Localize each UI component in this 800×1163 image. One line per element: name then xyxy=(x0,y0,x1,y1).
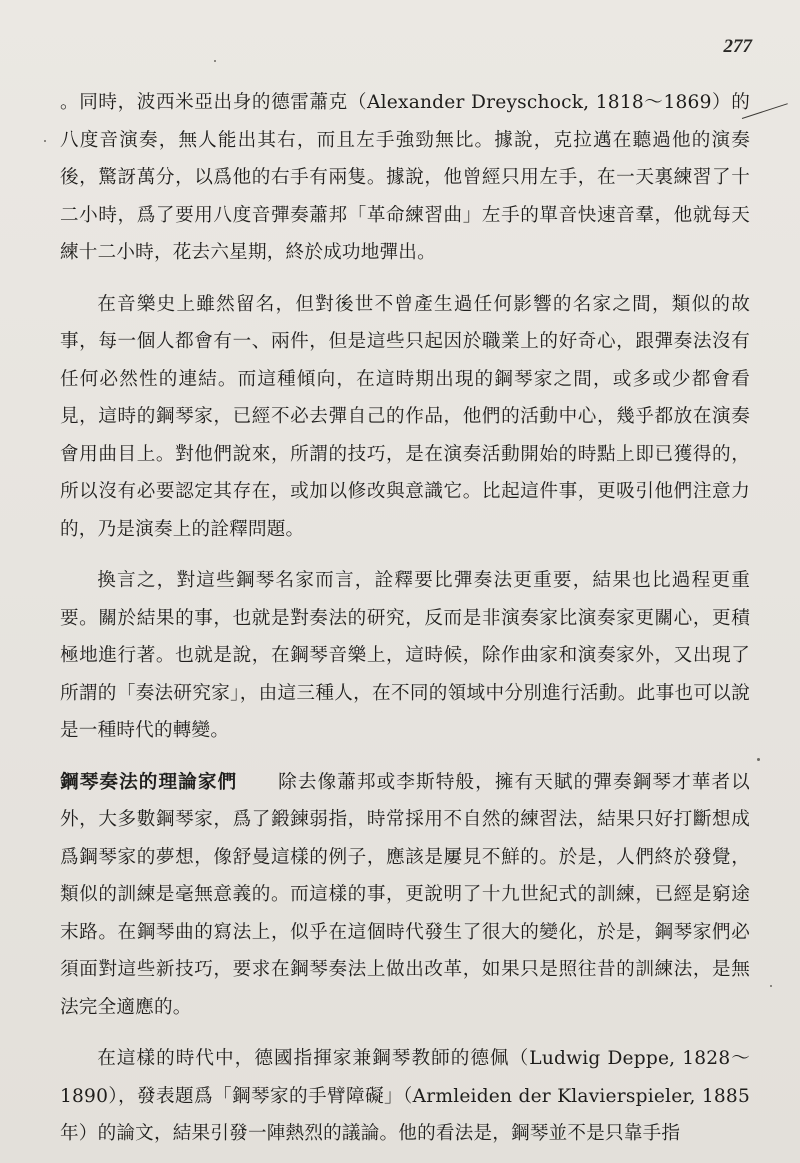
scan-speck xyxy=(770,985,772,987)
paragraph-interpretation: 換言之，對這些鋼琴名家而言，詮釋要比彈奏法更重要，結果也比過程更重要。關於結果的事，也就是對奏法的研究，反而是非演奏家比演奏家更關心，更積極地進行著。也就是說，在鋼琴音樂上，這時候，除作曲家和演奏家外，又出現了所謂的「奏法研究家」，由這三種人，在不同的領域中分別進行活動。此事也可以說是一種時代的轉變。 xyxy=(60,570,750,741)
section-heading: 鋼琴奏法的理論家們 xyxy=(60,771,238,793)
page-number: 277 xyxy=(723,36,752,57)
body-text xyxy=(60,84,750,1153)
paragraph-deppe: 在這樣的時代中，德國指揮家兼鋼琴教師的德佩（Ludwig Deppe, 1828〜1890），發表題爲「鋼琴家的手臂障礙」（Armleiden der Klavierspieler, 1885年）的論文，結果引發一陣熱烈的議論。他的看法是，鋼琴並不是只靠手指 xyxy=(60,1048,750,1144)
scan-speck xyxy=(44,140,46,142)
paragraph-theorists xyxy=(60,764,750,1027)
paragraph-theorists-text: 除去像蕭邦或李斯特般，擁有天賦的彈奏鋼琴才華者以外，大多數鋼琴家，爲了鍛鍊弱指，時常採用不自然的練習法，結果只好打斷想成爲鋼琴家的夢想，像舒曼這樣的例子，應該是屢見不鮮的。於是，人們終於發覺，類似的訓練是毫無意義的。而這樣的事，更說明了十九世紀式的訓練，已經是窮途末路。在鋼琴曲的寫法上，似乎在這個時代發生了很大的變化，於是，鋼琴家們必須面對這些新技巧，要求在鋼琴奏法上做出改革，如果只是照往昔的訓練法，是無法完全適應的。 xyxy=(60,771,750,1018)
scan-speck xyxy=(757,758,760,761)
paragraph-dreyschock: 。同時，波西米亞出身的德雷蕭克（Alexander Dreyschock, 1818〜1869）的八度音演奏，無人能出其右，而且左手強勁無比。據說，克拉邁在聽過他的演奏後，驚訝萬分，以爲他的右手有兩隻。據說，他曾經只用左手，在一天裏練習了十二小時，爲了要用八度音彈奏蕭邦「革命練習曲」左手的單音快速音羣，他就每天練十二小時，花去六星期，終於成功地彈出。 xyxy=(60,92,750,263)
paragraph-virtuoso-anecdotes: 在音樂史上雖然留名，但對後世不曾產生過任何影響的名家之間，類似的故事，每一個人都會有一、兩件，但是這些只起因於職業上的好奇心，跟彈奏法沒有任何必然性的連結。而這種傾向，在這時期出現的鋼琴家之間，或多或少都會看見，這時的鋼琴家，已經不必去彈自己的作品，他們的活動中心，幾乎都放在演奏會用曲目上。對他們說來，所謂的技巧，是在演奏活動開始的時點上即已獲得的，所以沒有必要認定其存在，或加以修改與意識它。比起這件事，更吸引他們注意力的，乃是演奏上的詮釋問題。 xyxy=(60,293,750,540)
scan-speck xyxy=(214,60,216,62)
